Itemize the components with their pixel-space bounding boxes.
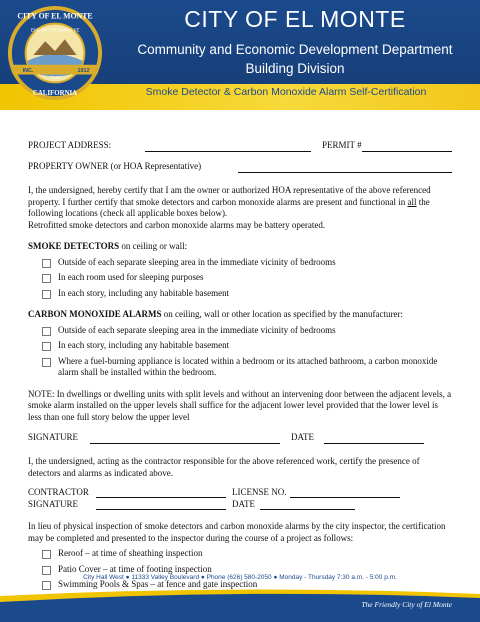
signature-label: SIGNATURE: [28, 432, 79, 442]
owner-field[interactable]: [238, 172, 452, 173]
owner-signature-row: [28, 432, 452, 446]
checkbox[interactable]: [42, 274, 51, 283]
contractor-date-label: DATE: [232, 499, 255, 509]
project-address-field[interactable]: [145, 151, 311, 152]
contractor-row: [28, 487, 452, 499]
city-seal-logo: [6, 4, 104, 102]
emphasis-all: all: [407, 196, 417, 207]
date-field[interactable]: [324, 443, 424, 444]
owner-certification-text: I, the undersigned, hereby certify that I am the owner or authorized HOA representative of the above referenced property. I further certify that smoke detectors and carbon monoxide alarms are present and functional in all the following locations (check all applicable boxes below).: [28, 185, 431, 218]
split-level-note: NOTE: In dwellings or dwelling units with split levels and without an intervening door between the adjacent levels, a smoke alarm installed on the upper levels shall suffice for the adjacent lower level provided that the lower level is less than one full story below the upper level: [28, 388, 452, 422]
svg-text:TRAIL: TRAIL: [50, 74, 62, 80]
co-alarms-heading: CARBON MONOXIDE ALARMS on ceiling, wall or other location as specified by the manufacturer:: [28, 309, 403, 319]
project-address-row: [28, 140, 452, 154]
header: [0, 0, 480, 110]
form-title-banner: Smoke Detector & Carbon Monoxide Alarm Self-Certification: [145, 86, 427, 98]
date-label: DATE: [291, 432, 314, 442]
svg-text:CALIFORNIA: CALIFORNIA: [32, 90, 78, 98]
contractor-signature-field[interactable]: [96, 509, 226, 510]
svg-text:CITY OF EL MONTE: CITY OF EL MONTE: [17, 11, 93, 21]
license-label: LICENSE NO.: [232, 487, 287, 497]
checkbox[interactable]: [42, 342, 51, 351]
license-field[interactable]: [290, 497, 400, 498]
co-item-3: Where a fuel-burning appliance is located within a bedroom or its attached bathroom, a carbon monoxide alarm shall be installed within the bedroom.: [42, 356, 452, 379]
contractor-date-field[interactable]: [260, 509, 355, 510]
division-line: Building Division: [245, 61, 345, 76]
inspection-item-2: Patio Cover – at time of footing inspection: [42, 564, 452, 576]
co-item-2: In each story, including any habitable basement: [42, 340, 452, 352]
inspection-text: In lieu of physical inspection of smoke detectors and carbon monoxide alarms by the city inspector, the certification may be completed and presented to the inspector during the course of a project as follows:: [28, 521, 446, 543]
permit-field[interactable]: [362, 151, 452, 152]
checkbox[interactable]: [42, 327, 51, 336]
contractor-signature-row: [28, 499, 452, 511]
footer-tagline: The Friendly City of El Monte: [361, 600, 452, 609]
smoke-item-2: In each room used for sleeping purposes: [42, 272, 452, 284]
form-body: [28, 140, 452, 606]
checkbox[interactable]: [42, 550, 51, 559]
checkbox[interactable]: [42, 290, 51, 299]
contractor-label: CONTRACTOR: [28, 487, 89, 497]
project-address-label: PROJECT ADDRESS:: [28, 140, 112, 150]
inspection-item-1: Reroof – at time of sheathing inspection: [42, 548, 452, 560]
smoke-item-1: Outside of each separate sleeping area in the immediate vicinity of bedrooms: [42, 257, 452, 269]
smoke-detectors-heading: SMOKE DETECTORS on ceiling or wall:: [28, 241, 188, 251]
smoke-item-3: In each story, including any habitable basement: [42, 288, 452, 300]
inspection-item-3: Swimming Pools & Spas – at fence and gate inspection: [42, 579, 452, 591]
signature-field[interactable]: [90, 443, 280, 444]
svg-text:INC.: INC.: [22, 68, 34, 75]
checkbox[interactable]: [42, 358, 51, 367]
contractor-field[interactable]: [96, 497, 226, 498]
contractor-signature-label: SIGNATURE: [28, 499, 79, 509]
retrofit-note: Retrofitted smoke detectors and carbon monoxide alarms may be battery operated.: [28, 219, 326, 230]
checkbox[interactable]: [42, 259, 51, 268]
owner-label: PROPERTY OWNER (or HOA Representative): [28, 161, 202, 171]
department-name: [110, 40, 480, 78]
department-line: Community and Economic Development Department: [137, 42, 453, 57]
footer-contact: City Hall West ● 11333 Valley Boulevard ● Phone (626) 580-2050 ● Monday - Thursday 7:30 a.m. - 5:00 p.m.: [83, 574, 397, 581]
contractor-certification-text: I, the undersigned, acting as the contractor responsible for the above referenced work, certify the presence of detectors and alarms as indicated above.: [28, 456, 420, 478]
co-item-1: Outside of each separate sleeping area in the immediate vicinity of bedrooms: [42, 325, 452, 337]
owner-row: [28, 161, 452, 175]
page-title: CITY OF EL MONTE: [184, 6, 406, 32]
svg-text:END OF THE SANTA FE: END OF THE SANTA FE: [30, 27, 80, 33]
svg-text:1912: 1912: [77, 68, 90, 75]
permit-label: PERMIT #: [322, 140, 362, 150]
